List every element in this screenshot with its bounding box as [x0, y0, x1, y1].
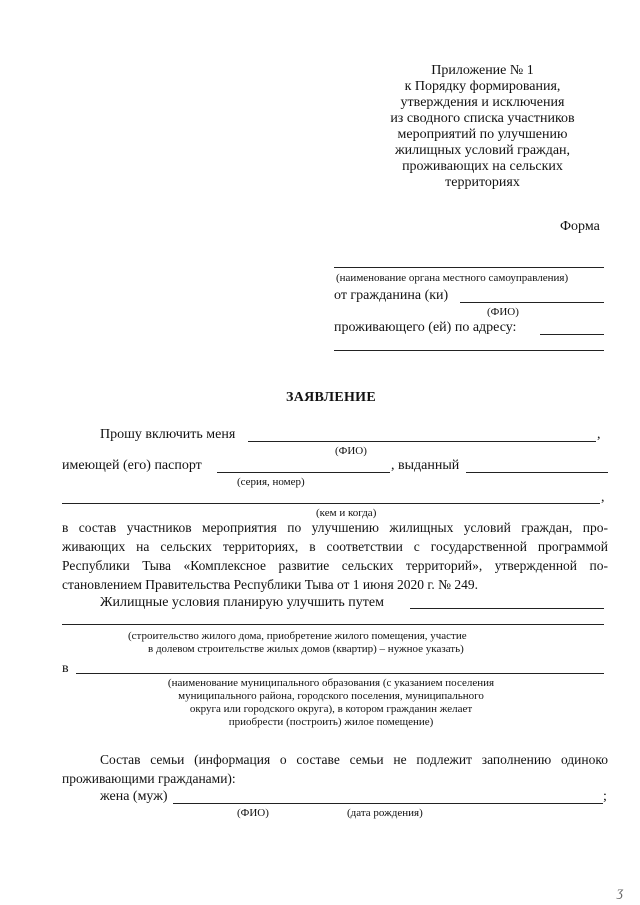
spouse-fio-caption: (ФИО) — [237, 807, 269, 819]
issued-by-line[interactable] — [62, 503, 600, 504]
family-line: проживающими гражданами): — [62, 771, 236, 786]
header-line: проживающих на сельских — [402, 159, 563, 174]
paragraph-line: живающих на сельских территориях, в соответствии с государственной программой — [62, 539, 608, 554]
improve-caption-1: (строительство жилого дома, приобретение жилого помещения, участие — [128, 630, 467, 642]
residing-label: проживающего (ей) по адресу: — [334, 320, 517, 335]
header-line: жилищных условий граждан, — [394, 143, 571, 158]
request-fio-line[interactable] — [248, 441, 596, 442]
spouse-semicolon: ; — [603, 789, 607, 804]
spouse-label: жена (муж) — [100, 789, 168, 804]
series-caption: (серия, номер) — [237, 476, 305, 488]
passport-number-line[interactable] — [217, 472, 390, 473]
improve-line-1[interactable] — [410, 608, 604, 609]
address-line-1[interactable] — [540, 334, 604, 335]
issued-line[interactable] — [466, 472, 608, 473]
organ-line[interactable] — [334, 267, 604, 268]
municipal-caption-line: приобрести (построить) жилое помещение) — [228, 716, 434, 728]
from-fio-caption: (ФИО) — [487, 306, 519, 318]
main-paragraph — [62, 520, 608, 596]
from-label: от гражданина (ки) — [334, 288, 449, 303]
paragraph-line: становлением Правительства Республики Тыва от 1 июня 2020 г. № 249. — [62, 577, 479, 592]
page-number-mark: ʒ — [617, 885, 624, 900]
issued-by-comma: , — [601, 490, 605, 505]
paragraph-line: Республики Тыва «Комплексное развитие сельских территорий», утвержденной по- — [62, 558, 608, 573]
family-heading — [62, 752, 608, 790]
request-comma: , — [597, 427, 601, 442]
paragraph-line: в состав участников мероприятия по улучшению жилищных условий граждан, про- — [62, 520, 608, 535]
improve-label: Жилищные условия планирую улучшить путем — [100, 595, 384, 610]
municipal-caption-line: (наименование муниципального образования (с указанием поселения — [167, 677, 495, 689]
organ-caption: (наименование органа местного самоуправления) — [336, 272, 569, 284]
passport-label: имеющей (его) паспорт — [62, 458, 202, 473]
request-label: Прошу включить меня — [100, 427, 236, 442]
header-line: к Порядку формирования, — [404, 79, 561, 94]
spouse-dob-caption: (дата рождения) — [347, 807, 423, 819]
document-title: ЗАЯВЛЕНИЕ — [286, 390, 377, 405]
header-line: утверждения и исключения — [400, 95, 565, 110]
address-line-2[interactable] — [334, 350, 604, 351]
issued-label: , выданный — [391, 458, 460, 473]
improve-caption-2: в долевом строительстве жилых домов (квартир) – нужное указать) — [148, 643, 464, 655]
in-label: в — [62, 661, 69, 676]
from-fio-line[interactable] — [460, 302, 604, 303]
header-line: мероприятий по улучшению — [397, 127, 568, 142]
family-line: Состав семьи (информация о составе семьи не подлежит заполнению одиноко — [100, 752, 608, 767]
header-line: Приложение № 1 — [431, 63, 534, 78]
municipal-caption — [126, 677, 536, 729]
appendix-header — [370, 63, 595, 191]
header-line: из сводного списка участников — [390, 111, 575, 126]
improve-line-2[interactable] — [62, 624, 604, 625]
issued-by-caption: (кем и когда) — [316, 507, 377, 519]
municipal-line[interactable] — [76, 673, 604, 674]
spouse-line[interactable] — [173, 803, 603, 804]
request-fio-caption: (ФИО) — [335, 445, 367, 457]
municipal-caption-line: округа или городского округа), в котором гражданин желает — [189, 703, 473, 715]
municipal-caption-line: муниципального района, городского поселения, муниципального — [178, 690, 484, 702]
header-line: территориях — [445, 175, 520, 190]
form-label: Форма — [560, 219, 600, 234]
